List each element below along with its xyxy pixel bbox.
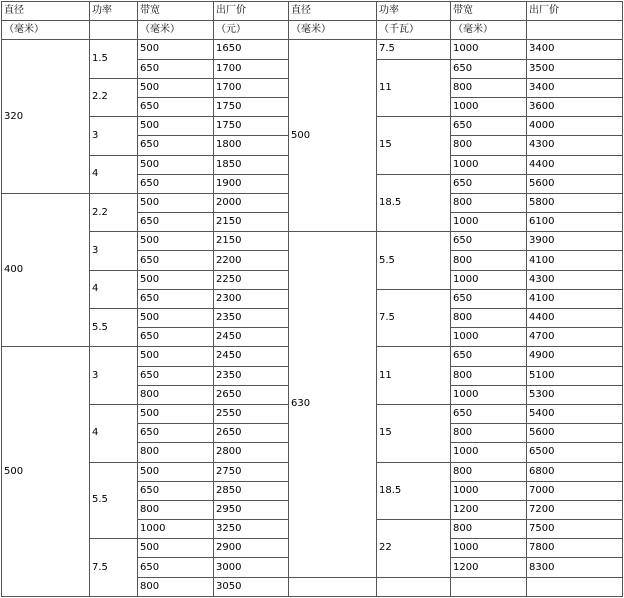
left-bandwidth-cell: 500 (138, 270, 214, 289)
right-price-cell: 5300 (527, 385, 623, 404)
left-price-cell: 3000 (214, 558, 289, 577)
left-bandwidth-cell: 800 (138, 385, 214, 404)
right-diameter-cell: 500 (289, 40, 377, 232)
right-power-cell: 18.5 (377, 462, 451, 520)
right-power-cell: 11 (377, 347, 451, 405)
right-power-cell: 15 (377, 117, 451, 175)
right-bandwidth-cell: 1200 (451, 500, 527, 519)
header-cell: 功率 (377, 2, 451, 21)
right-price-cell: 6100 (527, 213, 623, 232)
right-price-cell: 4100 (527, 251, 623, 270)
header-cell: 直径 (2, 2, 90, 21)
left-power-cell: 3 (90, 347, 138, 405)
right-diameter-cell: 630 (289, 232, 377, 577)
right-bandwidth-cell: 650 (451, 59, 527, 78)
left-diameter-cell: 400 (2, 193, 90, 347)
left-price-cell: 1700 (214, 78, 289, 97)
left-bandwidth-cell: 500 (138, 462, 214, 481)
right-bandwidth-cell: 1000 (451, 539, 527, 558)
right-power-cell: 7.5 (377, 289, 451, 347)
right-empty-cell (527, 577, 623, 596)
right-bandwidth-cell: 800 (451, 309, 527, 328)
left-bandwidth-cell: 650 (138, 424, 214, 443)
header-cell (527, 21, 623, 40)
right-price-cell: 4100 (527, 289, 623, 308)
right-bandwidth-cell: 1000 (451, 481, 527, 500)
right-empty-cell (289, 577, 377, 596)
left-bandwidth-cell: 500 (138, 309, 214, 328)
header-cell: （毫米） (2, 21, 90, 40)
header-cell: （元） (214, 21, 289, 40)
left-bandwidth-cell: 500 (138, 404, 214, 423)
left-price-cell: 3050 (214, 577, 289, 596)
right-price-cell: 4400 (527, 309, 623, 328)
right-bandwidth-cell: 650 (451, 347, 527, 366)
left-bandwidth-cell: 650 (138, 251, 214, 270)
right-bandwidth-cell: 650 (451, 174, 527, 193)
right-price-cell: 4300 (527, 270, 623, 289)
right-power-cell: 15 (377, 404, 451, 462)
left-power-cell: 2.2 (90, 193, 138, 231)
header-cell: （千瓦） (377, 21, 451, 40)
right-price-cell: 7500 (527, 520, 623, 539)
left-bandwidth-cell: 650 (138, 213, 214, 232)
left-price-cell: 2450 (214, 347, 289, 366)
header-cell: （毫米） (289, 21, 377, 40)
left-price-cell: 2000 (214, 193, 289, 212)
right-price-cell: 6800 (527, 462, 623, 481)
right-empty-cell (377, 577, 451, 596)
right-empty-cell (451, 577, 527, 596)
right-price-cell: 3600 (527, 97, 623, 116)
left-power-cell: 5.5 (90, 309, 138, 347)
left-price-cell: 1850 (214, 155, 289, 174)
right-power-cell: 18.5 (377, 174, 451, 232)
left-bandwidth-cell: 500 (138, 539, 214, 558)
right-bandwidth-cell: 1000 (451, 385, 527, 404)
right-price-cell: 3500 (527, 59, 623, 78)
right-price-cell: 4700 (527, 328, 623, 347)
left-bandwidth-cell: 500 (138, 78, 214, 97)
left-bandwidth-cell: 650 (138, 289, 214, 308)
left-bandwidth-cell: 800 (138, 577, 214, 596)
header-cell: 带宽 (138, 2, 214, 21)
left-power-cell: 4 (90, 270, 138, 308)
left-bandwidth-cell: 500 (138, 117, 214, 136)
left-bandwidth-cell: 650 (138, 136, 214, 155)
left-bandwidth-cell: 650 (138, 97, 214, 116)
left-bandwidth-cell: 800 (138, 443, 214, 462)
left-power-cell: 2.2 (90, 78, 138, 116)
right-price-cell: 4900 (527, 347, 623, 366)
right-bandwidth-cell: 1000 (451, 155, 527, 174)
right-bandwidth-cell: 800 (451, 251, 527, 270)
left-price-cell: 1750 (214, 117, 289, 136)
right-price-cell: 3400 (527, 40, 623, 59)
left-power-cell: 3 (90, 232, 138, 270)
right-power-cell: 22 (377, 520, 451, 578)
header-row (2, 2, 623, 21)
right-bandwidth-cell: 650 (451, 117, 527, 136)
left-bandwidth-cell: 650 (138, 558, 214, 577)
left-bandwidth-cell: 650 (138, 328, 214, 347)
left-bandwidth-cell: 800 (138, 500, 214, 519)
left-price-cell: 2300 (214, 289, 289, 308)
right-power-cell: 7.5 (377, 40, 451, 59)
table-row (2, 40, 623, 59)
left-price-cell: 3250 (214, 520, 289, 539)
left-price-cell: 2950 (214, 500, 289, 519)
left-price-cell: 2650 (214, 385, 289, 404)
left-power-cell: 4 (90, 404, 138, 462)
right-bandwidth-cell: 1000 (451, 213, 527, 232)
left-price-cell: 1650 (214, 40, 289, 59)
left-bandwidth-cell: 500 (138, 40, 214, 59)
left-bandwidth-cell: 650 (138, 59, 214, 78)
right-bandwidth-cell: 800 (451, 462, 527, 481)
right-price-cell: 5100 (527, 366, 623, 385)
right-bandwidth-cell: 800 (451, 520, 527, 539)
right-price-cell: 4000 (527, 117, 623, 136)
left-price-cell: 2850 (214, 481, 289, 500)
right-bandwidth-cell: 1200 (451, 558, 527, 577)
right-bandwidth-cell: 800 (451, 193, 527, 212)
right-price-cell: 4300 (527, 136, 623, 155)
left-price-cell: 2150 (214, 232, 289, 251)
left-price-cell: 2750 (214, 462, 289, 481)
left-power-cell: 3 (90, 117, 138, 155)
left-bandwidth-cell: 1000 (138, 520, 214, 539)
header-cell: 直径 (289, 2, 377, 21)
left-bandwidth-cell: 500 (138, 193, 214, 212)
header-cell: （毫米） (138, 21, 214, 40)
table-row (2, 232, 623, 251)
header-row (2, 21, 623, 40)
right-bandwidth-cell: 800 (451, 136, 527, 155)
header-cell: 出厂价 (214, 2, 289, 21)
right-power-cell: 5.5 (377, 232, 451, 290)
right-price-cell: 5400 (527, 404, 623, 423)
left-bandwidth-cell: 650 (138, 366, 214, 385)
left-power-cell: 5.5 (90, 462, 138, 539)
header-cell: 带宽 (451, 2, 527, 21)
left-price-cell: 2200 (214, 251, 289, 270)
header-cell (90, 21, 138, 40)
right-bandwidth-cell: 1000 (451, 97, 527, 116)
right-bandwidth-cell: 1000 (451, 270, 527, 289)
right-price-cell: 3400 (527, 78, 623, 97)
left-diameter-cell: 320 (2, 40, 90, 194)
right-bandwidth-cell: 1000 (451, 40, 527, 59)
left-diameter-cell: 500 (2, 347, 90, 597)
right-bandwidth-cell: 650 (451, 289, 527, 308)
left-power-cell: 1.5 (90, 40, 138, 78)
left-bandwidth-cell: 500 (138, 155, 214, 174)
right-price-cell: 3900 (527, 232, 623, 251)
left-price-cell: 2900 (214, 539, 289, 558)
left-bandwidth-cell: 650 (138, 174, 214, 193)
header-cell: 出厂价 (527, 2, 623, 21)
left-price-cell: 1900 (214, 174, 289, 193)
right-bandwidth-cell: 800 (451, 78, 527, 97)
left-price-cell: 2550 (214, 404, 289, 423)
right-price-cell: 5600 (527, 424, 623, 443)
right-price-cell: 7000 (527, 481, 623, 500)
left-price-cell: 2350 (214, 366, 289, 385)
price-table (1, 1, 623, 597)
left-price-cell: 1750 (214, 97, 289, 116)
left-price-cell: 2450 (214, 328, 289, 347)
left-price-cell: 1800 (214, 136, 289, 155)
left-bandwidth-cell: 500 (138, 347, 214, 366)
right-price-cell: 7800 (527, 539, 623, 558)
right-price-cell: 7200 (527, 500, 623, 519)
left-bandwidth-cell: 650 (138, 481, 214, 500)
price-table-body (2, 2, 623, 597)
right-bandwidth-cell: 650 (451, 404, 527, 423)
right-price-cell: 6500 (527, 443, 623, 462)
right-bandwidth-cell: 1000 (451, 328, 527, 347)
left-power-cell: 4 (90, 155, 138, 193)
left-price-cell: 2250 (214, 270, 289, 289)
left-price-cell: 2650 (214, 424, 289, 443)
right-price-cell: 4400 (527, 155, 623, 174)
right-price-cell: 8300 (527, 558, 623, 577)
left-power-cell: 7.5 (90, 539, 138, 597)
left-bandwidth-cell: 500 (138, 232, 214, 251)
right-bandwidth-cell: 800 (451, 424, 527, 443)
right-price-cell: 5600 (527, 174, 623, 193)
left-price-cell: 2150 (214, 213, 289, 232)
left-price-cell: 1700 (214, 59, 289, 78)
right-price-cell: 5800 (527, 193, 623, 212)
header-cell: （毫米） (451, 21, 527, 40)
left-price-cell: 2350 (214, 309, 289, 328)
right-bandwidth-cell: 650 (451, 232, 527, 251)
left-price-cell: 2800 (214, 443, 289, 462)
header-cell: 功率 (90, 2, 138, 21)
right-bandwidth-cell: 800 (451, 366, 527, 385)
right-power-cell: 11 (377, 59, 451, 117)
right-bandwidth-cell: 1000 (451, 443, 527, 462)
